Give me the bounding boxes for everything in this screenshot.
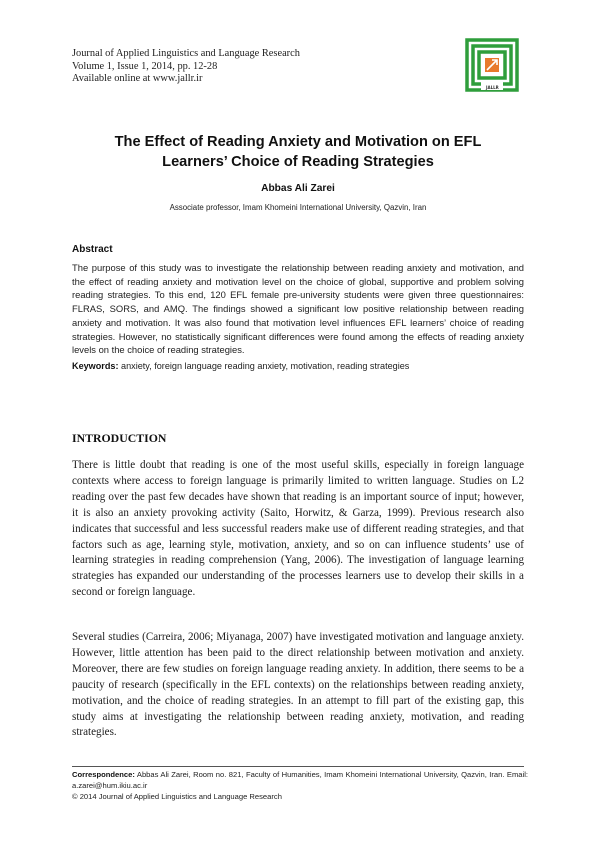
abstract-heading: Abstract (72, 244, 113, 255)
correspondence-label: Correspondence: (72, 770, 135, 779)
copyright: © 2014 Journal of Applied Linguistics and Language Research (72, 791, 282, 801)
keywords (72, 360, 524, 373)
keywords-label: Keywords: (72, 361, 119, 371)
footer-divider (72, 766, 524, 767)
page-footer (72, 770, 528, 802)
correspondence-text: Abbas Ali Zarei, Room no. 821, Faculty of Humanities, Imam Khomeini International University, Qazvin, Iran. Email: a.zarei@hum.ikiu.ac.ir (72, 770, 528, 790)
logo-text: JALLR (486, 85, 499, 90)
title-line-2: Learners’ Choice of Reading Strategies (162, 154, 434, 170)
intro-paragraph-2: Several studies (Carreira, 2006; Miyanaga, 2007) have investigated motivation and language anxiety. However, little attention has been paid to the direct relationship between motivation and anxiety. Moreover, there are few studies on foreign language reading anxiety. In addition, there seems to be a paucity of research (specifically in the EFL contexts) on the relationships between reading anxiety, motivation, and the choice of reading strategies. In an attempt to fill part of the existing gap, this study aims at investigating the relationship between reading anxiety, motivation, and reading strategies. (72, 631, 524, 739)
title-line-1: The Effect of Reading Anxiety and Motivation on EFL (114, 134, 482, 150)
correspondence (72, 770, 528, 792)
journal-volume: Volume 1, Issue 1, 2014, pp. 12-28 (72, 60, 218, 72)
article-title (72, 132, 524, 172)
author-name: Abbas Ali Zarei (261, 183, 335, 194)
author-affiliation: Associate professor, Imam Khomeini International University, Qazvin, Iran (169, 203, 427, 212)
intro-paragraph-1: There is little doubt that reading is one of the most useful skills, especially in foreign language contexts where access to foreign language is primarily limited to written language. Studies on L2 reading over the past few decades have shown that reading is an important source of input; however, it is also an anxiety provoking activity (Saito, Horwitz, & Garza, 1999). Previous research also indicates that successful and less successful readers make use of different reading strategies, and that factors such as age, learning style, motivation, anxiety, and so on can influence students’ use of learning strategies in reading comprehension (Yang, 2006). The investigation of language learning strategies has expanded our understanding of the processes learners use to develop their skills in a second or foreign language. (72, 459, 524, 599)
introduction-heading: INTRODUCTION (72, 431, 167, 445)
journal-header (72, 48, 300, 86)
abstract-text: The purpose of this study was to investigate the relationship between reading anxiety and motivation, and the effect of reading anxiety and motivation level on the choice of global, supportive and problem solving reading strategies. To this end, 120 EFL female pre-university students were given three questionnaires: FLRAS, SORS, and AMQ. The findings showed a significant low positive relationship between reading anxiety and motivation. It was also found that motivation level influences EFL learners’ choice of reading strategies. However, no statistically significant differences were found among the effects of reading anxiety levels on the choice of reading strategies. (72, 262, 524, 356)
journal-website: Available online at www.jallr.ir (72, 73, 203, 85)
journal-name: Journal of Applied Linguistics and Language Research (72, 48, 300, 59)
keywords-list: anxiety, foreign language reading anxiety, motivation, reading strategies (118, 361, 410, 371)
